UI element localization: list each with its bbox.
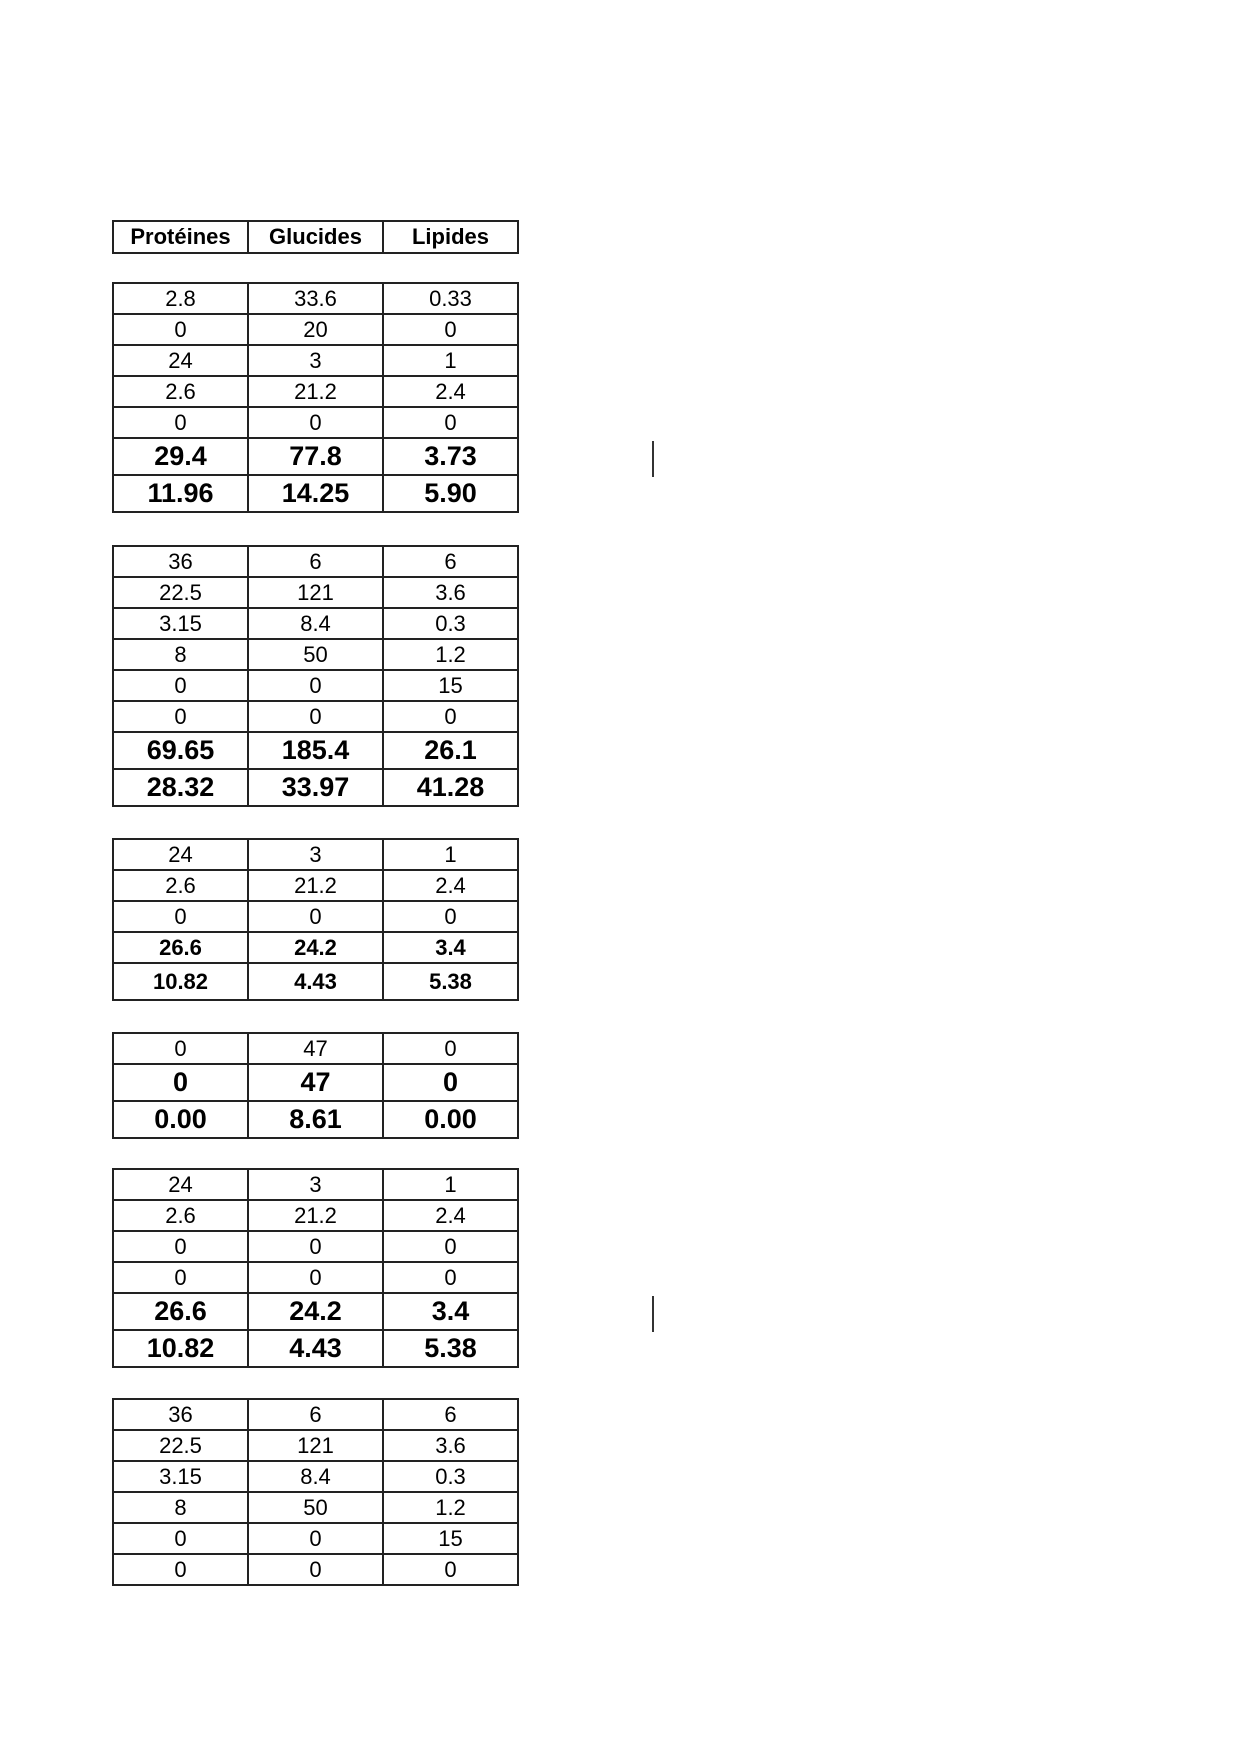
cell: 0: [383, 314, 518, 345]
cell: 0: [383, 1231, 518, 1262]
cell: 0: [113, 1523, 248, 1554]
cell: 0: [113, 1554, 248, 1585]
cell: 50: [248, 1492, 383, 1523]
percent-cell: 5.38: [383, 963, 518, 1000]
cell: 0: [248, 1262, 383, 1293]
cell: 0: [383, 407, 518, 438]
cell: 24: [113, 839, 248, 870]
total-cell: 0: [383, 1064, 518, 1101]
total-row: [113, 438, 518, 475]
table-row: [113, 670, 518, 701]
percent-row: [113, 475, 518, 512]
percent-cell: 5.90: [383, 475, 518, 512]
cell: 0: [248, 670, 383, 701]
cell: 0: [248, 901, 383, 932]
cell: 121: [248, 1430, 383, 1461]
cell: 121: [248, 577, 383, 608]
cell: 8.4: [248, 1461, 383, 1492]
table-row: [113, 1262, 518, 1293]
total-row: [113, 732, 518, 769]
header-proteines: Protéines: [113, 221, 248, 253]
table-row: [113, 1523, 518, 1554]
table-row: [113, 283, 518, 314]
cell: 2.4: [383, 376, 518, 407]
cell: 2.4: [383, 870, 518, 901]
table-row: [113, 1492, 518, 1523]
table-row: [113, 577, 518, 608]
table-row: [113, 345, 518, 376]
total-cell: 26.1: [383, 732, 518, 769]
cell: 0: [113, 701, 248, 732]
total-cell: 77.8: [248, 438, 383, 475]
percent-row: [113, 1101, 518, 1138]
block-1-table: [112, 282, 519, 513]
table-row: [113, 1554, 518, 1585]
table-row: [113, 1430, 518, 1461]
cell: 1: [383, 345, 518, 376]
percent-cell: 4.43: [248, 1330, 383, 1367]
header-lipides: Lipides: [383, 221, 518, 253]
table-row: [113, 870, 518, 901]
percent-cell: 4.43: [248, 963, 383, 1000]
cell: 0: [383, 1262, 518, 1293]
header-table: [112, 220, 519, 254]
cell: 2.4: [383, 1200, 518, 1231]
cell: 50: [248, 639, 383, 670]
text-cursor: [652, 441, 654, 477]
cell: 21.2: [248, 376, 383, 407]
table-row: [113, 701, 518, 732]
total-cell: 24.2: [248, 1293, 383, 1330]
total-row: [113, 1293, 518, 1330]
cell: 0: [248, 1231, 383, 1262]
cell: 2.6: [113, 870, 248, 901]
total-cell: 0: [113, 1064, 248, 1101]
cell: 21.2: [248, 1200, 383, 1231]
cell: 0: [248, 701, 383, 732]
cell: 3.6: [383, 577, 518, 608]
cell: 22.5: [113, 577, 248, 608]
percent-cell: 0.00: [383, 1101, 518, 1138]
total-cell: 3.73: [383, 438, 518, 475]
cell: 47: [248, 1033, 383, 1064]
cell: 2.6: [113, 1200, 248, 1231]
block-4-table: [112, 1032, 519, 1139]
percent-cell: 33.97: [248, 769, 383, 806]
percent-row: [113, 963, 518, 1000]
block-5-table: [112, 1168, 519, 1368]
table-row: [113, 1169, 518, 1200]
percent-cell: 10.82: [113, 1330, 248, 1367]
cell: 8: [113, 639, 248, 670]
table-row: [113, 407, 518, 438]
cell: 3: [248, 1169, 383, 1200]
cell: 0: [248, 1554, 383, 1585]
cell: 6: [248, 546, 383, 577]
table-row: [113, 639, 518, 670]
cell: 1.2: [383, 639, 518, 670]
percent-cell: 11.96: [113, 475, 248, 512]
cell: 33.6: [248, 283, 383, 314]
percent-row: [113, 769, 518, 806]
cell: 6: [383, 1399, 518, 1430]
percent-cell: 41.28: [383, 769, 518, 806]
table-row: [113, 376, 518, 407]
block-6-table: [112, 1398, 519, 1586]
cell: 24: [113, 345, 248, 376]
cell: 0: [383, 901, 518, 932]
cell: 0.3: [383, 1461, 518, 1492]
total-cell: 26.6: [113, 932, 248, 963]
cell: 3.15: [113, 1461, 248, 1492]
table-row: [113, 314, 518, 345]
cell: 0: [248, 407, 383, 438]
cell: 3: [248, 839, 383, 870]
text-cursor: [652, 1296, 654, 1332]
total-cell: 3.4: [383, 1293, 518, 1330]
cell: 0: [113, 407, 248, 438]
table-row: [113, 1461, 518, 1492]
cell: 24: [113, 1169, 248, 1200]
table-row: [113, 901, 518, 932]
total-cell: 24.2: [248, 932, 383, 963]
cell: 1.2: [383, 1492, 518, 1523]
cell: 1: [383, 1169, 518, 1200]
percent-cell: 28.32: [113, 769, 248, 806]
cell: 0: [113, 901, 248, 932]
table-row: [113, 1231, 518, 1262]
cell: 3.15: [113, 608, 248, 639]
cell: 2.8: [113, 283, 248, 314]
cell: 0: [113, 314, 248, 345]
percent-row: [113, 1330, 518, 1367]
table-row: [113, 1033, 518, 1064]
total-cell: 47: [248, 1064, 383, 1101]
cell: 0: [113, 670, 248, 701]
cell: 21.2: [248, 870, 383, 901]
header-glucides: Glucides: [248, 221, 383, 253]
total-cell: 29.4: [113, 438, 248, 475]
percent-cell: 5.38: [383, 1330, 518, 1367]
cell: 36: [113, 546, 248, 577]
cell: 6: [383, 546, 518, 577]
cell: 22.5: [113, 1430, 248, 1461]
total-cell: 3.4: [383, 932, 518, 963]
percent-cell: 0.00: [113, 1101, 248, 1138]
block-2-table: [112, 545, 519, 807]
total-row: [113, 932, 518, 963]
percent-cell: 14.25: [248, 475, 383, 512]
cell: 0: [113, 1033, 248, 1064]
cell: 0: [383, 1554, 518, 1585]
cell: 6: [248, 1399, 383, 1430]
cell: 1: [383, 839, 518, 870]
table-row: [113, 839, 518, 870]
total-cell: 26.6: [113, 1293, 248, 1330]
total-cell: 69.65: [113, 732, 248, 769]
table-row: [113, 1200, 518, 1231]
table-row: [113, 1399, 518, 1430]
cell: 2.6: [113, 376, 248, 407]
cell: 0: [248, 1523, 383, 1554]
cell: 15: [383, 670, 518, 701]
percent-cell: 8.61: [248, 1101, 383, 1138]
cell: 0: [113, 1231, 248, 1262]
cell: 0: [113, 1262, 248, 1293]
cell: 0: [383, 1033, 518, 1064]
cell: 8: [113, 1492, 248, 1523]
percent-cell: 10.82: [113, 963, 248, 1000]
table-row: [113, 546, 518, 577]
cell: 3: [248, 345, 383, 376]
cell: 0: [383, 701, 518, 732]
block-3-table: [112, 838, 519, 1001]
cell: 3.6: [383, 1430, 518, 1461]
total-row: [113, 1064, 518, 1101]
cell: 8.4: [248, 608, 383, 639]
cell: 0.3: [383, 608, 518, 639]
total-cell: 185.4: [248, 732, 383, 769]
table-row: [113, 608, 518, 639]
cell: 0.33: [383, 283, 518, 314]
header-row: [113, 221, 518, 253]
cell: 15: [383, 1523, 518, 1554]
cell: 20: [248, 314, 383, 345]
cell: 36: [113, 1399, 248, 1430]
